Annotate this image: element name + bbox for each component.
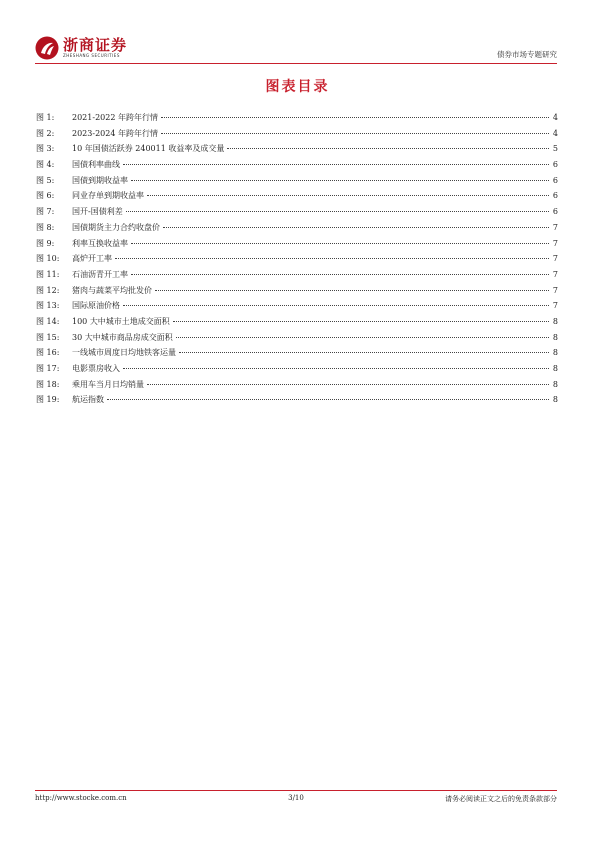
toc-entry[interactable]: [36, 222, 558, 238]
toc-entry[interactable]: [36, 253, 558, 269]
toc-entry[interactable]: [36, 159, 558, 175]
toc-entry-title: 100 大中城市土地成交面积: [72, 316, 170, 326]
toc-entry[interactable]: [36, 206, 558, 222]
toc-entry-label: 图 10:: [36, 254, 60, 264]
toc-leader-dots: [131, 243, 549, 244]
toc-leader-dots: [107, 399, 549, 400]
toc-entry[interactable]: [36, 332, 558, 348]
toc-entry-title: 猪肉与蔬菜平均批发价: [72, 285, 152, 295]
toc-leader-dots: [227, 148, 549, 149]
toc-entry-page: 6: [552, 207, 558, 217]
toc-entry[interactable]: [36, 347, 558, 363]
toc-entry-label: 图 2:: [36, 128, 55, 138]
toc-leader-dots: [155, 290, 549, 291]
header-divider: [35, 63, 557, 64]
toc-leader-dots: [123, 164, 549, 165]
toc-entry[interactable]: [36, 143, 558, 159]
toc-entry-page: 8: [552, 395, 558, 405]
toc-leader-dots: [147, 195, 549, 196]
toc-entry-page: 6: [552, 175, 558, 185]
toc-entry-title: 石油沥青开工率: [72, 269, 128, 279]
toc-entry[interactable]: [36, 300, 558, 316]
toc-entry-title: 利率互换收益率: [72, 238, 128, 248]
toc-leader-dots: [131, 180, 549, 181]
toc-entry-page: 8: [552, 364, 558, 373]
toc-entry-title: 2021-2022 年跨年行情: [72, 113, 158, 122]
toc-entry-page: 8: [552, 332, 558, 342]
toc-entry-page: 7: [552, 269, 558, 279]
toc-entry-title: 一线城市周度日均地铁客运量: [72, 348, 176, 358]
toc-leader-dots: [161, 133, 549, 134]
toc-entry-title: 高炉开工率: [72, 254, 112, 264]
company-logo[interactable]: [35, 36, 127, 60]
toc-entry-label: 图 8:: [36, 222, 55, 232]
page-header: [35, 36, 557, 62]
toc-entry-page: 8: [552, 316, 558, 326]
toc-entry-label: 图 7:: [36, 207, 55, 217]
toc-entry[interactable]: [36, 285, 558, 301]
toc-leader-dots: [161, 117, 549, 118]
toc-entry-page: 8: [552, 379, 558, 389]
toc-entry[interactable]: [36, 175, 558, 191]
toc-entry-label: 图 17:: [36, 364, 60, 373]
toc-entry-page: 4: [552, 113, 558, 122]
toc-leader-dots: [147, 384, 549, 385]
toc-entry-title: 2023-2024 年跨年行情: [72, 128, 158, 138]
toc-entry-label: 图 11:: [36, 269, 60, 279]
toc-entry[interactable]: [36, 238, 558, 254]
toc-entry-label: 图 5:: [36, 175, 55, 185]
toc-leader-dots: [115, 258, 549, 259]
toc-entry-title: 电影票房收入: [72, 364, 120, 373]
toc-entry-label: 图 15:: [36, 332, 60, 342]
toc-entry[interactable]: [36, 128, 558, 144]
toc-leader-dots: [173, 321, 549, 322]
toc-entry-label: 图 4:: [36, 160, 55, 170]
toc-entry-label: 图 12:: [36, 285, 60, 295]
toc-entry[interactable]: [36, 316, 558, 332]
logo-name-cn: 浙商证券: [63, 36, 128, 54]
logo-mark-icon: [35, 36, 59, 60]
toc-entry-title: 航运指数: [72, 395, 104, 405]
report-section: 债券市场专题研究: [497, 50, 557, 59]
footer-url-link[interactable]: http://www.stocke.com.cn: [35, 794, 127, 802]
toc-entry-page: 5: [552, 144, 558, 154]
toc-entry-page: 7: [552, 254, 558, 264]
toc-entry-label: 图 9:: [36, 238, 55, 248]
toc-entry-page: 7: [552, 285, 558, 295]
toc-entry-page: 6: [552, 191, 558, 201]
toc-entry-label: 图 13:: [36, 301, 60, 311]
toc-entry-label: 图 16:: [36, 348, 60, 358]
toc-entry-page: 6: [552, 160, 558, 170]
toc-entry-title: 国开-国债利差: [72, 207, 123, 217]
toc-entry-page: 7: [552, 222, 558, 232]
toc-entry-label: 图 6:: [36, 191, 55, 201]
disclaimer-note: 请务必阅读正文之后的免责条款部分: [445, 795, 557, 803]
toc-entry-title: 10 年国债活跃券 240011 收益率及成交量: [72, 144, 225, 154]
toc-entry[interactable]: [36, 190, 558, 206]
toc-entry-page: 4: [552, 128, 558, 138]
toc-entry-title: 国债利率曲线: [72, 160, 120, 170]
toc-entry-title: 30 大中城市商品房成交面积: [72, 332, 173, 342]
toc-leader-dots: [123, 305, 549, 306]
toc-entry-title: 乘用车当月日均销量: [72, 379, 144, 389]
toc-entry-label: 图 3:: [36, 144, 55, 154]
toc-entry-label: 图 14:: [36, 316, 60, 326]
footer-divider: [35, 790, 557, 791]
toc-entry-title: 国债到期收益率: [72, 175, 128, 185]
toc-entry-title: 同业存单到期收益率: [72, 191, 144, 201]
toc-entry[interactable]: [36, 112, 558, 128]
toc-leader-dots: [131, 274, 549, 275]
logo-name-en: ZHESHANG SECURITIES: [63, 53, 120, 58]
toc-leader-dots: [176, 337, 549, 338]
figure-index: [36, 112, 558, 410]
toc-entry-label: 图 18:: [36, 379, 60, 389]
toc-entry-label: 图 19:: [36, 395, 60, 405]
toc-leader-dots: [163, 227, 549, 228]
toc-entry-page: 7: [552, 238, 558, 248]
toc-entry-page: 8: [552, 348, 558, 358]
toc-entry-title: 国际原油价格: [72, 301, 120, 311]
toc-leader-dots: [126, 211, 549, 212]
toc-entry[interactable]: [36, 394, 558, 410]
page-footer: [35, 794, 557, 806]
toc-entry-page: 7: [552, 301, 558, 311]
toc-leader-dots: [123, 368, 549, 369]
toc-entry[interactable]: [36, 379, 558, 395]
page-title: 图表目录: [265, 79, 330, 95]
toc-entry[interactable]: [36, 269, 558, 285]
toc-entry-label: 图 1:: [36, 113, 55, 122]
toc-leader-dots: [179, 352, 549, 353]
toc-entry-title: 国债期货主力合约收盘价: [72, 222, 160, 232]
page-number: 3/10: [288, 794, 304, 802]
toc-entry[interactable]: [36, 363, 558, 379]
